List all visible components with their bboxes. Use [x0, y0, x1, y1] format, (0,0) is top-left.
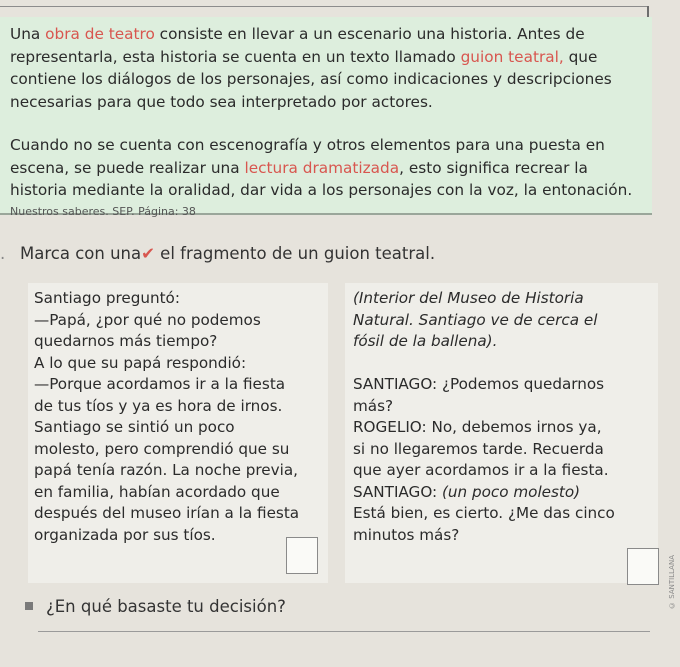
- paragraph-text: Una: [10, 25, 46, 43]
- stage-direction: Natural. Santiago ve de cerca el: [353, 310, 598, 329]
- highlighted-term: lectura dramatizada: [244, 158, 400, 177]
- script-line: [353, 439, 615, 461]
- narrative-line: papá tenía razón. La noche previa,: [34, 461, 298, 479]
- paragraph-text: que contiene los diálogos de los personajes, así como indicaciones y descripciones necesarias para que todo sea interpretado por actores.: [10, 47, 612, 111]
- dialogue-text: que ayer acordamos ir a la fiesta.: [353, 461, 609, 479]
- script-text: [353, 288, 615, 546]
- script-line: [353, 353, 615, 375]
- instruction-text-before: Marca con una: [20, 244, 142, 263]
- script-line: [353, 503, 615, 525]
- paragraph-text: Cuando no se cuenta con escenografía y otros elementos para una puesta en escena, se puede realizar una: [10, 136, 605, 177]
- narrative-line: quedarnos más tiempo?: [34, 332, 218, 350]
- script-line: [353, 310, 615, 332]
- checkbox-script[interactable]: [627, 548, 659, 585]
- publisher-credit: © SANTILLANA: [668, 555, 676, 609]
- reflection-question: [25, 597, 286, 616]
- stage-direction: (un poco molesto): [437, 482, 581, 501]
- question-text: ¿En qué basaste tu decisión?: [46, 597, 286, 616]
- narrative-line: Santiago se sintió un poco: [34, 418, 235, 436]
- narrative-line: —Papá, ¿por qué no podemos: [34, 310, 261, 329]
- paragraph-text: , esto significa recrear la historia mediante la oralidad, dar vida a los personajes con la voz, la entonación.: [10, 158, 633, 199]
- checkmark-icon: ✔: [141, 244, 155, 263]
- source-citation: Nuestros saberes. SEP. Página: 38: [10, 205, 196, 218]
- paragraph-text: consiste en llevar a un escenario una historia. Antes de representarla, esta historia se cuenta en un texto llamado: [10, 25, 585, 66]
- stage-direction: fósil de la ballena).: [353, 332, 498, 350]
- stage-direction: (Interior del Museo de Historia: [353, 289, 584, 307]
- narrative-line: organizada por sus tíos.: [34, 525, 216, 544]
- info-box: [0, 17, 652, 218]
- answer-line[interactable]: [38, 631, 650, 632]
- script-line: [353, 460, 615, 482]
- script-line: [353, 374, 615, 396]
- script-fragment: [345, 283, 658, 583]
- highlighted-term: guion teatral,: [460, 47, 564, 66]
- script-line: [353, 525, 615, 547]
- info-paragraph-2: [10, 134, 648, 202]
- square-bullet-icon: [25, 602, 33, 610]
- checkbox-narrative[interactable]: [286, 537, 318, 574]
- narrative-line: después del museo irían a la fiesta: [34, 504, 300, 522]
- top-rule: [0, 6, 648, 7]
- narrative-text: [34, 288, 299, 546]
- narrative-line: molesto, pero comprendió que su: [34, 439, 290, 458]
- narrative-line: —Porque acordamos ir a la fiesta: [34, 375, 286, 393]
- dialogue-text: ¿Podemos quedarnos: [437, 375, 605, 393]
- narrative-line: A lo que su papá respondió:: [34, 353, 247, 372]
- script-line: [353, 331, 615, 353]
- dialogue-text: si no llegaremos tarde. Recuerda: [353, 439, 604, 458]
- script-line: [353, 417, 615, 439]
- script-line: [353, 396, 615, 418]
- info-paragraph-1: [10, 23, 648, 113]
- script-line: [353, 288, 615, 310]
- narrative-line: en familia, habían acordado que: [34, 482, 280, 501]
- instruction-text-after: el fragmento de un guion teatral.: [154, 244, 436, 263]
- speaker-name: SANTIAGO:: [353, 482, 438, 501]
- speaker-name: ROGELIO:: [353, 418, 427, 436]
- instruction-bullet: .: [0, 244, 6, 263]
- highlighted-term: obra de teatro: [45, 25, 155, 43]
- narrative-line: de tus tíos y ya es hora de irnos.: [34, 396, 283, 415]
- speaker-name: SANTIAGO:: [353, 375, 438, 393]
- dialogue-text: más?: [353, 396, 394, 415]
- narrative-fragment: [28, 283, 328, 583]
- dialogue-text: minutos más?: [353, 525, 460, 544]
- dialogue-text: Está bien, es cierto. ¿Me das cinco: [353, 504, 615, 522]
- narrative-line: Santiago preguntó:: [34, 289, 180, 307]
- script-line: [353, 482, 615, 504]
- instruction: [0, 244, 435, 263]
- dialogue-text: No, debemos irnos ya,: [426, 418, 602, 436]
